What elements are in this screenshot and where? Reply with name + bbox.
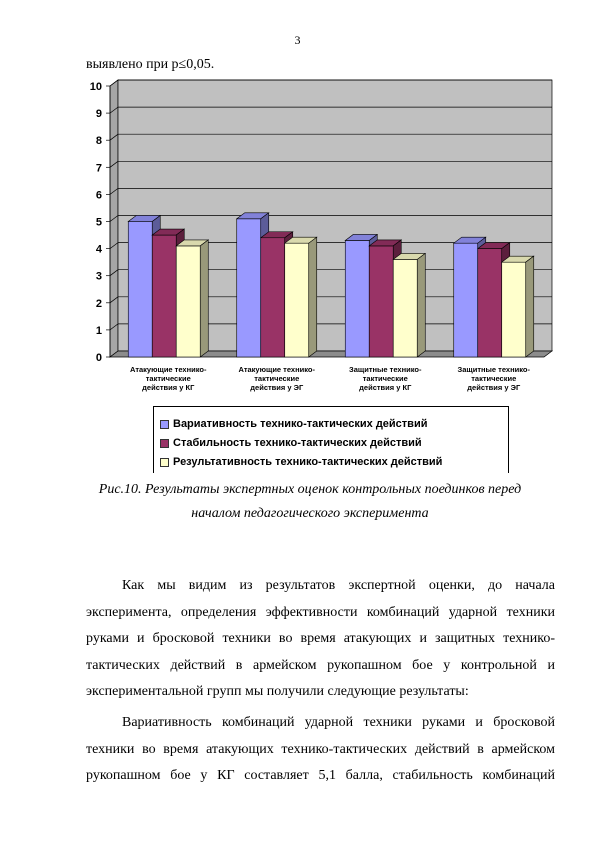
paragraph-2-line: техники во время атакующих технико-тактических действий в армейском	[86, 741, 555, 757]
y-tick-label: 1	[95, 324, 102, 337]
y-tick-label: 6	[95, 189, 102, 202]
paragraph-2	[86, 710, 555, 790]
x-category-label: тактические	[471, 374, 517, 383]
bar-front	[345, 240, 369, 357]
paragraph-1	[86, 573, 555, 706]
x-category-label: тактические	[145, 374, 191, 383]
y-tick-label: 8	[95, 135, 102, 148]
x-category-label: тактические	[362, 374, 408, 383]
x-category-label: Защитные технико-	[457, 365, 530, 374]
paragraph-2-line: Вариативность комбинаций ударной техники руками и бросковой	[122, 715, 555, 730]
bar-front	[502, 262, 526, 357]
legend-item-effectiveness	[160, 455, 442, 469]
y-tick-label: 7	[95, 162, 102, 175]
bar-front	[478, 249, 502, 357]
caption-line-2: началом педагогического эксперимента	[191, 506, 429, 521]
x-category-label: тактические	[254, 374, 300, 383]
x-category-label: Атакующие технико-	[130, 365, 207, 374]
x-category-label: действия у КГ	[359, 383, 412, 392]
bar-front	[128, 222, 152, 358]
bar-chart	[82, 74, 562, 409]
legend-swatch-effectiveness	[160, 458, 169, 467]
y-tick-label: 3	[95, 270, 102, 283]
x-category-label: Атакующие технико-	[238, 365, 315, 374]
paragraph-1-line: эксперимента, определения эффективности комбинаций ударной техники	[86, 604, 555, 620]
intro-line: выявлено при р≤0,05.	[86, 57, 215, 72]
x-category-label: действия у КГ	[142, 383, 195, 392]
bar-front	[285, 243, 309, 357]
legend-swatch-variability	[160, 420, 169, 429]
legend-label-stability: Стабильность технико-тактических действий	[173, 437, 422, 449]
bar-side	[309, 237, 317, 357]
bar-side	[200, 240, 208, 357]
bar-front	[369, 246, 393, 357]
y-tick-label: 9	[95, 108, 102, 121]
x-category-label: Защитные технико-	[349, 365, 422, 374]
legend-item-variability	[160, 417, 427, 431]
y-tick-label: 10	[89, 81, 102, 93]
caption-line-1: Рис.10. Результаты экспертных оценок контрольных поединков перед	[98, 482, 522, 497]
bar-front	[176, 246, 200, 357]
y-tick-label: 5	[95, 216, 102, 229]
bar-chart-svg	[82, 74, 562, 404]
bar-front	[261, 238, 285, 357]
bar-front	[393, 259, 417, 357]
bar-front	[152, 235, 176, 357]
bar-side	[417, 253, 425, 357]
figure-caption	[70, 478, 550, 526]
bar-front	[237, 219, 261, 357]
y-tick-label: 2	[95, 297, 102, 310]
legend-label-variability: Вариативность технико-тактических действий	[173, 418, 428, 430]
page-number: 3	[294, 33, 301, 47]
x-category-label: действия у ЭГ	[250, 383, 304, 392]
legend-item-stability	[160, 436, 422, 450]
paragraph-1-line: тактических действий в армейском рукопашном бое у контрольной и	[86, 657, 555, 673]
paragraph-2-line: рукопашном бое у КГ составляет 5,1 балла, стабильность комбинаций	[86, 768, 555, 783]
y-tick-label: 4	[95, 243, 102, 256]
paragraph-1-line: экспериментальной групп мы получили следующие результаты:	[86, 684, 469, 699]
bar-side	[526, 256, 534, 357]
bar-front	[454, 243, 478, 357]
x-category-label: действия у ЭГ	[467, 383, 521, 392]
paragraph-1-line: Как мы видим из результатов экспертной оценки, до начала	[122, 578, 555, 593]
chart-legend	[153, 406, 509, 473]
legend-swatch-stability	[160, 439, 169, 448]
y-tick-label: 0	[95, 352, 102, 364]
paragraph-1-line: руками и бросковой техники во время атакующих и защитных технико-	[86, 631, 555, 646]
legend-label-effectiveness: Результативность технико-тактических действий	[173, 456, 443, 468]
